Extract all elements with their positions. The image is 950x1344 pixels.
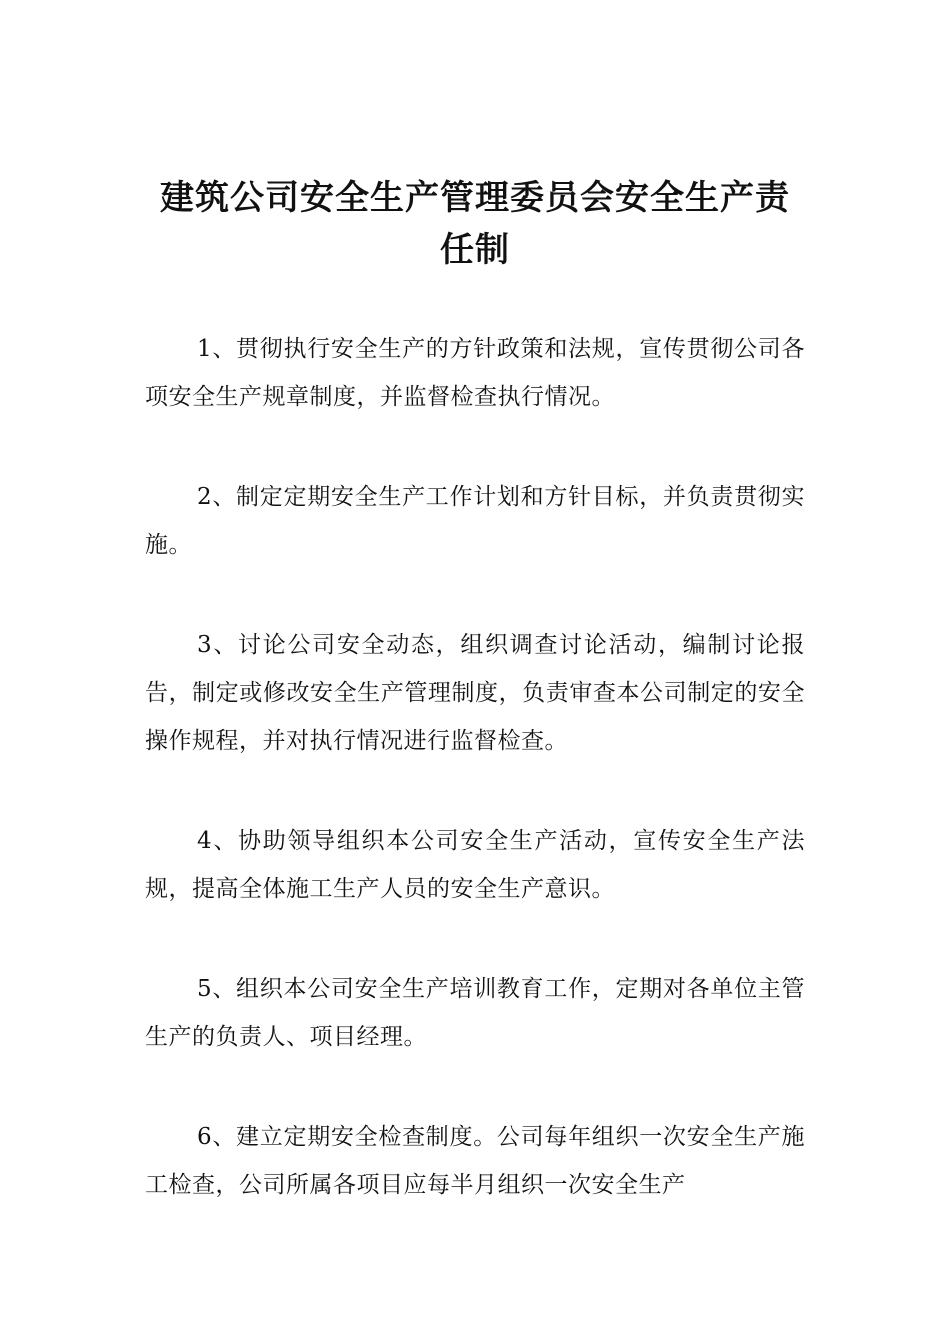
paragraph-4: 4、协助领导组织本公司安全生产活动，宣传安全生产法规，提高全体施工生产人员的安全生产意识。 [145, 828, 805, 902]
document-title: 建筑公司安全生产管理委员会安全生产责任制 [160, 178, 790, 270]
paragraph-2: 2、制定定期安全生产工作计划和方针目标，并负责贯彻实施。 [145, 484, 805, 558]
paragraph-5: 5、组织本公司安全生产培训教育工作，定期对各单位主管生产的负责人、项目经理。 [145, 976, 805, 1050]
paragraph-3: 3、讨论公司安全动态，组织调查讨论活动，编制讨论报告，制定或修改安全生产管理制度，负责审查本公司制定的安全操作规程，并对执行情况进行监督检查。 [145, 632, 805, 754]
paragraph-1: 1、贯彻执行安全生产的方针政策和法规，宣传贯彻公司各项安全生产规章制度，并监督检查执行情况。 [145, 336, 805, 410]
document-body [145, 325, 805, 1261]
paragraph-6: 6、建立定期安全检查制度。公司每年组织一次安全生产施工检查，公司所属各项目应每半月组织一次安全生产 [145, 1124, 805, 1198]
